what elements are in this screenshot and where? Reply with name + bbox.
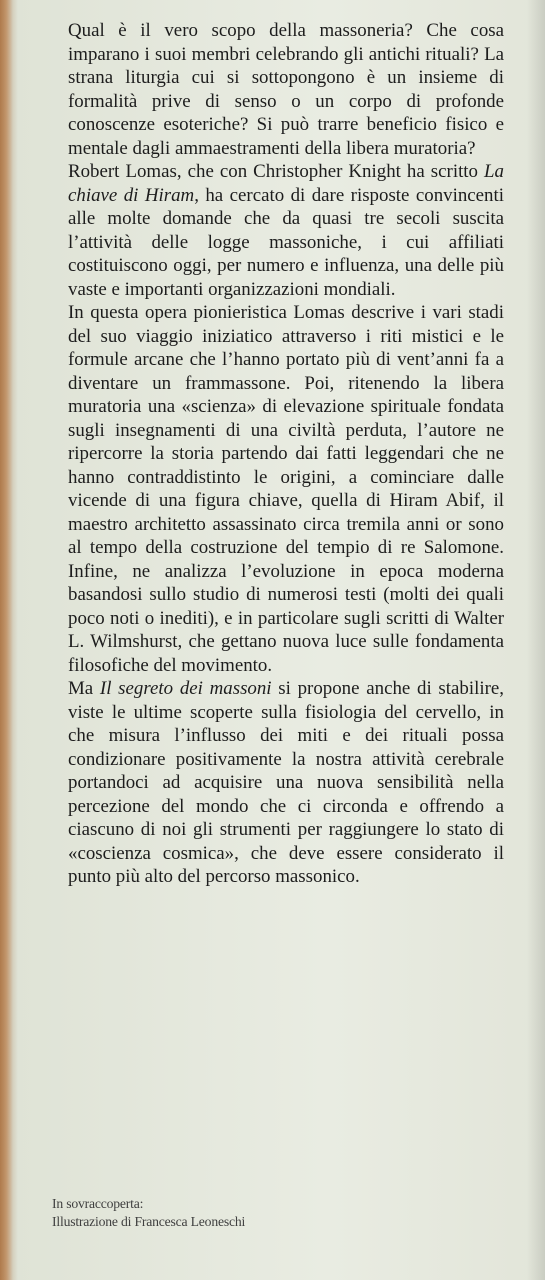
blurb-paragraph-2 <box>68 160 504 301</box>
credit-line-1: In sovraccoperta: <box>52 1196 144 1211</box>
blurb-paragraph-1: Qual è il vero scopo della massoneria? Che cosa imparano i suoi membri celebrando gli antichi rituali? La strana liturgia cui si sottopongono è un insieme di formalità prive di senso o un corpo di profonde conoscenze esoteriche? Si può trarre beneficio fisico e mentale dagli ammaestramenti della libera muratoria? <box>68 20 504 159</box>
cover-illustration-credit <box>52 1195 245 1231</box>
jacket-blurb <box>68 19 504 889</box>
blurb-paragraph-3: In questa opera pionieristica Lomas descrive i vari stadi del suo viaggio iniziatico attraverso i riti mistici e le formule arcane che l’hanno portato più di vent’anni fa a diventare un frammassone. Poi, ritenendo la libera muratoria una «scienza» di elevazione spirituale fondata sugli insegnamenti di una civiltà perduta, l’autore ne ripercorre la storia partendo dai fatti leggendari che ne hanno contraddistinto le origini, a cominciare dalle vicende di una figura chiave, quella di Hiram Abif, il maestro architetto assassinato circa tremila anni or sono al tempo della costruzione del tempio di re Salomone. Infine, ne analizza l’evoluzione in epoca moderna basandosi sullo studio di numerosi testi (molti dei quali poco noti o inediti), e in particolare sugli scritti di Walter L. Wilmshurst, che gettano nuova luce sulle fondamenta filosofiche del movimento. <box>68 302 504 676</box>
credit-line-2: Illustrazione di Francesca Leoneschi <box>52 1214 246 1229</box>
blurb-paragraph-2-text-start: Robert Lomas, che con Christopher Knight ha scritto <box>68 161 485 182</box>
book-title-il-segreto-dei-massoni: Il segreto dei massoni <box>99 678 272 699</box>
blurb-paragraph-4-text-start: Ma <box>68 678 100 699</box>
book-title-la-chiave-di-hiram: La chiave di Hiram <box>68 161 504 206</box>
blurb-paragraph-4-text-end: si propone anche di stabilire, viste le ultime scoperte sulla fisiologia del cervello, in che misura l’influsso dei miti e dei rituali possa condizionare positivamente la nostra attività cerebrale portandoci ad acquisire una nuova sensibilità nella percezione del mondo che ci circonda e offrendo a ciascuno di noi gli strumenti per raggiungere lo stato di «coscienza cosmica», che deve essere considerato il punto più alto del percorso massonico. <box>68 678 505 887</box>
blurb-paragraph-2-text-end: , ha cercato di dare risposte convincenti alle molte domande che da quasi tre secoli suscita l’attività delle logge massoniche, i cui affiliati costituiscono oggi, per numero e influenza, una delle più vaste e importanti organizzazioni mondiali. <box>68 184 504 300</box>
blurb-paragraph-4 <box>68 677 504 889</box>
